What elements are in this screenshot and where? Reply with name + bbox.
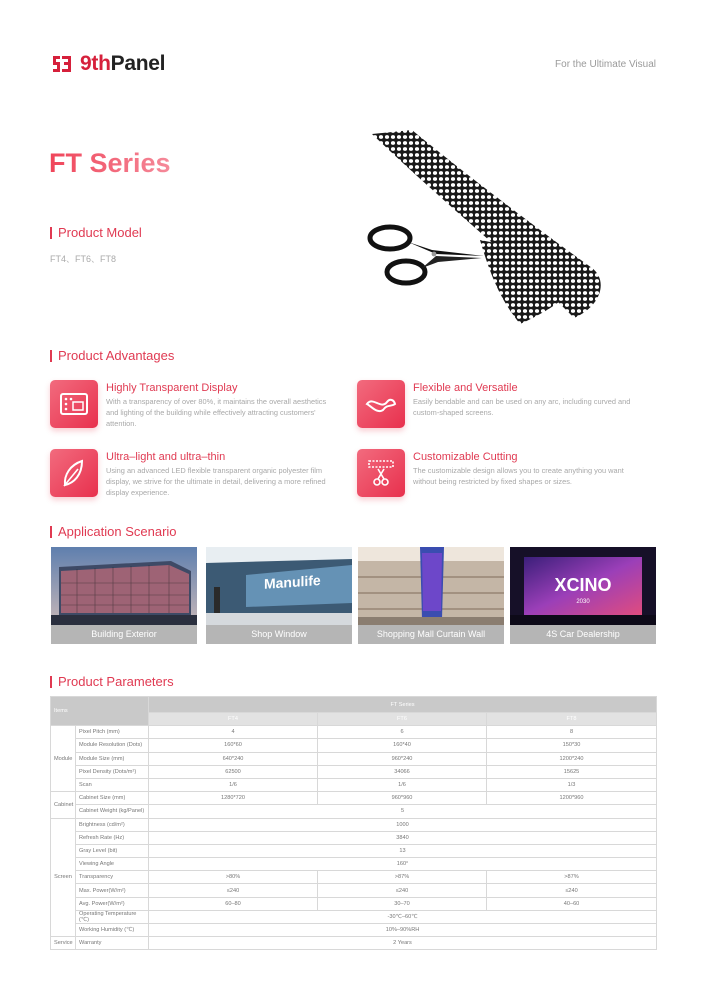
series-title: FT Series <box>49 148 171 178</box>
cell-value: 2 Years <box>149 937 657 950</box>
advantage-title: Ultra–light and ultra–thin <box>106 451 226 463</box>
advantage-item <box>50 380 330 436</box>
scene-caption: 4S Car Dealership <box>510 625 656 644</box>
cell-value: 640*240 <box>149 752 318 765</box>
row-label: Max. Power(W/m²) <box>76 884 149 897</box>
row-label: Brightness (cd/m²) <box>76 818 149 831</box>
cell-value: 1280*720 <box>149 792 318 805</box>
row-label: Module Resolution (Dots) <box>76 739 149 752</box>
table-row <box>51 726 657 739</box>
advantage-title: Flexible and Versatile <box>413 382 518 394</box>
advantage-title: Customizable Cutting <box>413 451 518 463</box>
row-label: Module Size (mm) <box>76 752 149 765</box>
row-label: Warranty <box>76 937 149 950</box>
advantage-desc: With a transparency of over 80%, it maintains the overall aesthetics and lighting of the building while effectively attracting customers' attention. <box>106 397 327 428</box>
cell-value: >80% <box>149 871 318 884</box>
table-row <box>51 739 657 752</box>
table-row <box>51 831 657 844</box>
scene-shop-window <box>206 547 352 644</box>
product-model-heading: Product Model <box>50 225 142 240</box>
table-row <box>51 871 657 884</box>
scene-caption: Shopping Mall Curtain Wall <box>358 625 504 644</box>
table-row <box>51 765 657 778</box>
advantage-desc: Easily bendable and can be used on any arc, including curved and custom-shaped screens. <box>413 397 631 417</box>
row-label: Working Humidity (℃) <box>76 924 149 937</box>
cell-value: 8 <box>487 726 657 739</box>
row-label: Transparency <box>76 871 149 884</box>
table-row <box>51 844 657 857</box>
row-label: Cabinet Weight (kg/Panel) <box>76 805 149 818</box>
logo-mark-icon <box>50 52 74 76</box>
row-label: Refresh Rate (Hz) <box>76 831 149 844</box>
series-header: FT Series <box>149 697 657 713</box>
scissors-cutting-icon <box>357 449 405 497</box>
advantage-title: Highly Transparent Display <box>106 382 238 394</box>
row-label: Operating Temperature (℃) <box>76 910 149 923</box>
table-row <box>51 937 657 950</box>
table-row <box>51 792 657 805</box>
car-dealership-photo <box>510 547 656 625</box>
dealership-photo-subtext: 2030 <box>576 599 590 605</box>
cell-value: 1200*960 <box>487 792 657 805</box>
table-row <box>51 805 657 818</box>
row-label: Cabinet Size (mm) <box>76 792 149 805</box>
scene-building-exterior <box>51 547 197 644</box>
parameters-heading: Product Parameters <box>50 674 174 689</box>
dealership-photo-text: XCINO <box>554 575 612 595</box>
advantage-item <box>357 449 637 505</box>
model-header: FT4 <box>149 713 318 726</box>
row-label: Scan <box>76 778 149 791</box>
row-label: Pixel Pitch (mm) <box>76 726 149 739</box>
table-row <box>51 924 657 937</box>
items-header: Items <box>51 697 149 726</box>
group-label: Screen <box>51 818 76 937</box>
advantage-desc: The customizable design allows you to create anything you want without being restricted by fixed shapes or sizes. <box>413 466 624 486</box>
row-label: Gray Level (bit) <box>76 844 149 857</box>
cell-value: 3840 <box>149 831 657 844</box>
cell-value: 160*60 <box>149 739 318 752</box>
building-exterior-photo <box>51 547 197 625</box>
row-label: Viewing Angle <box>76 858 149 871</box>
advantage-desc: Using an advanced LED flexible transparent organic polyester film display, we strive for the ultimate in detail, delivering a more refined display experience. <box>106 466 326 497</box>
tagline: For the Ultimate Visual <box>555 59 656 70</box>
cell-value: 1/6 <box>149 778 318 791</box>
table-row <box>51 910 657 923</box>
cell-value: ≤240 <box>318 884 487 897</box>
feather-icon <box>50 449 98 497</box>
cell-value: 4 <box>149 726 318 739</box>
cell-value: 40–60 <box>487 897 657 910</box>
model-list: FT4、FT6、FT8 <box>50 254 117 264</box>
cell-value: 15625 <box>487 765 657 778</box>
row-label: Pixel Density (Dots/m²) <box>76 765 149 778</box>
cell-value: 960*240 <box>318 752 487 765</box>
table-row <box>51 897 657 910</box>
table-row <box>51 884 657 897</box>
cell-value: 160° <box>149 858 657 871</box>
group-label: Module <box>51 726 76 792</box>
transparent-display-icon <box>50 380 98 428</box>
cell-value: 960*960 <box>318 792 487 805</box>
cell-value: >87% <box>318 871 487 884</box>
shopping-mall-photo <box>358 547 504 625</box>
cell-value: 6 <box>318 726 487 739</box>
cell-value: 5 <box>149 805 657 818</box>
cell-value: 10%–90%RH <box>149 924 657 937</box>
table-header-row <box>51 697 657 713</box>
row-label: Avg. Power(W/m²) <box>76 897 149 910</box>
table-row <box>51 818 657 831</box>
cell-value: 160*40 <box>318 739 487 752</box>
model-header: FT8 <box>487 713 657 726</box>
flexible-film-icon <box>357 380 405 428</box>
table-row <box>51 778 657 791</box>
group-label: Cabinet <box>51 792 76 818</box>
group-label: Service <box>51 937 76 950</box>
cell-value: 1/3 <box>487 778 657 791</box>
cell-value: 13 <box>149 844 657 857</box>
table-row <box>51 858 657 871</box>
cell-value: -30℃–60℃ <box>149 910 657 923</box>
advantage-item <box>50 449 330 505</box>
cell-value: ≤240 <box>487 884 657 897</box>
advantages-heading: Product Advantages <box>50 348 174 363</box>
cell-value: 1200*240 <box>487 752 657 765</box>
shop-window-photo <box>206 547 352 625</box>
cell-value: 150*30 <box>487 739 657 752</box>
cell-value: 62500 <box>149 765 318 778</box>
brand-name: 9thPanel <box>80 52 166 75</box>
cell-value: 60–80 <box>149 897 318 910</box>
scene-caption: Building Exterior <box>51 625 197 644</box>
cell-value: 1/6 <box>318 778 487 791</box>
cell-value: 1000 <box>149 818 657 831</box>
hero-led-film-illustration <box>360 128 660 328</box>
advantage-item <box>357 380 637 436</box>
cell-value: ≤240 <box>149 884 318 897</box>
cell-value: 30–70 <box>318 897 487 910</box>
model-header: FT6 <box>318 713 487 726</box>
application-heading: Application Scenario <box>50 524 177 539</box>
brand-logo <box>50 50 165 78</box>
cell-value: 34066 <box>318 765 487 778</box>
parameters-table <box>50 696 657 950</box>
cell-value: >87% <box>487 871 657 884</box>
scissors-icon <box>370 227 484 283</box>
table-row <box>51 752 657 765</box>
scene-car-dealership <box>510 547 656 644</box>
scene-caption: Shop Window <box>206 625 352 644</box>
scene-shopping-mall <box>358 547 504 644</box>
shop-window-photo-text: Manulife <box>264 571 321 592</box>
